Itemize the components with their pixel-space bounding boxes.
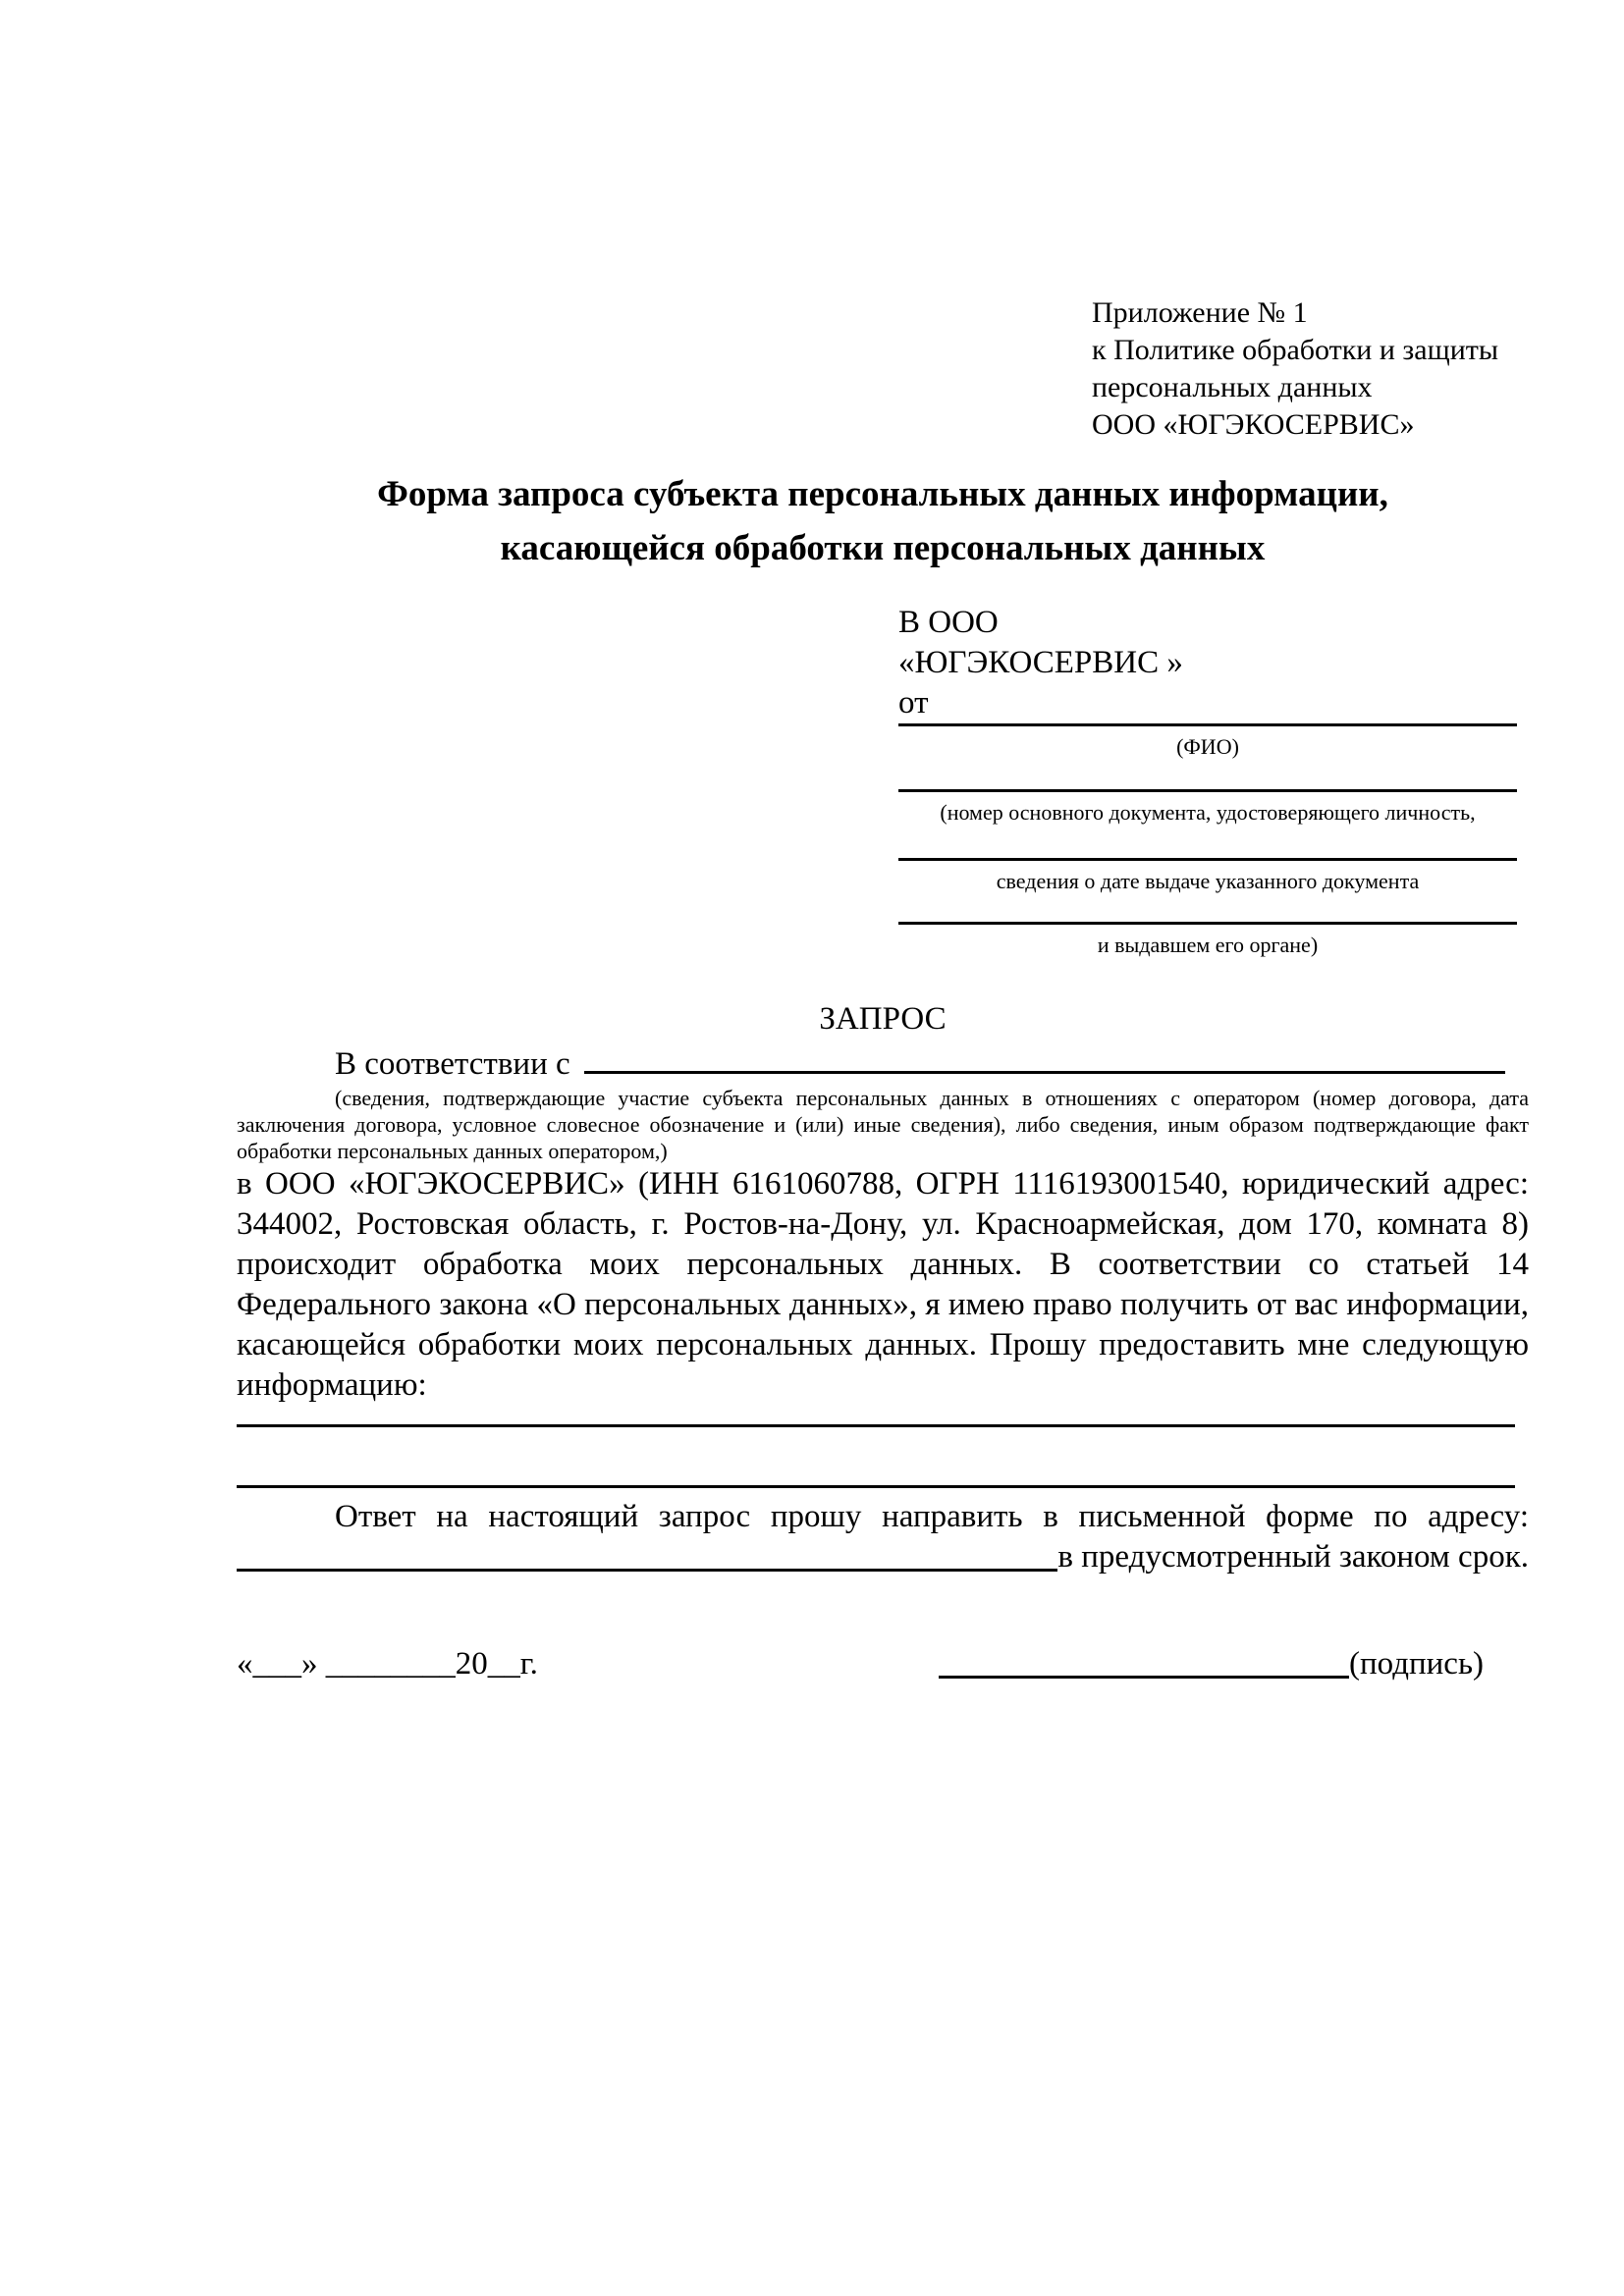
request-heading: ЗАПРОС (819, 1001, 947, 1037)
issuing-authority-field-caption: и выдавшем его органе) (1097, 933, 1319, 957)
address-field-line[interactable] (237, 1569, 1057, 1572)
signature-block (939, 1644, 1484, 1684)
basis-field-line[interactable] (584, 1069, 1505, 1074)
issue-date-field-caption: сведения о дате выдаче указанного документа (996, 869, 1420, 893)
basis-prefix: В соответствии с (335, 1046, 570, 1082)
addressee-from-label: от (898, 685, 929, 721)
date-fill-line[interactable]: «___» ________20__г. (237, 1646, 538, 1682)
answer-term-text: в предусмотренный законом срок. (1057, 1539, 1529, 1575)
answer-address-line (237, 1537, 1529, 1577)
appendix-line: ООО «ЮГЭКОСЕРВИС» (1092, 408, 1415, 441)
document-title-line: касающейся обработки персональных данных (500, 528, 1266, 568)
request-body-paragraph: в ООО «ЮГЭКОСЕРВИС» (ИНН 6161060788, ОГРН 1116193001540, юридический адрес: 344002, Ростовская область, г. Ростов-на-Дону, ул. Красноармейская, дом 170, комната 8) происходит обработка моих персональных данных. В соответствии со статьей 14 Федерального закона «О персональных данных», я имею право получить от вас информации, касающейся обработки моих персональных данных. Прошу предоставить мне следующую информацию: (237, 1166, 1529, 1403)
appendix-line: к Политике обработки и защиты (1092, 334, 1499, 366)
requested-info-field-line-2[interactable] (237, 1485, 1515, 1488)
document-number-field-line[interactable] (898, 789, 1517, 792)
answer-address-sentence: Ответ на настоящий запрос прошу направить в письменной форме по адресу: (335, 1499, 1529, 1534)
basis-line (237, 1044, 1529, 1085)
issuing-authority-field-line[interactable] (898, 922, 1517, 925)
appendix-block (1092, 294, 1529, 444)
appendix-line: персональных данных (1092, 371, 1373, 403)
date-signature-row (237, 1644, 1529, 1684)
requested-info-field-line-1[interactable] (237, 1424, 1515, 1427)
document-number-field-caption: (номер основного документа, удостоверяющего личность, (940, 800, 1476, 825)
basis-footnote: (сведения, подтверждающие участие субъекта персональных данных в отношениях с оператором (номер договора, дата заключения договора, условное словесное обозначение и (или) иные сведения), либо сведения, иным образом подтверждающие факт обработки персональных данных оператором,) (237, 1086, 1529, 1163)
document-title (237, 467, 1529, 575)
addressee-org-prefix: В ООО (898, 605, 999, 640)
issue-date-field-line[interactable] (898, 858, 1517, 861)
appendix-line: Приложение № 1 (1092, 296, 1308, 329)
signature-field-line[interactable] (939, 1676, 1349, 1679)
addressee-org-name: «ЮГЭКОСЕРВИС » (898, 645, 1183, 680)
addressee-block (898, 603, 1529, 958)
signature-caption: (подпись) (1349, 1646, 1484, 1682)
fio-field-line[interactable] (898, 723, 1517, 726)
document-title-line: Форма запроса субъекта персональных данных информации, (377, 474, 1388, 514)
fio-field-caption: (ФИО) (1176, 734, 1239, 759)
